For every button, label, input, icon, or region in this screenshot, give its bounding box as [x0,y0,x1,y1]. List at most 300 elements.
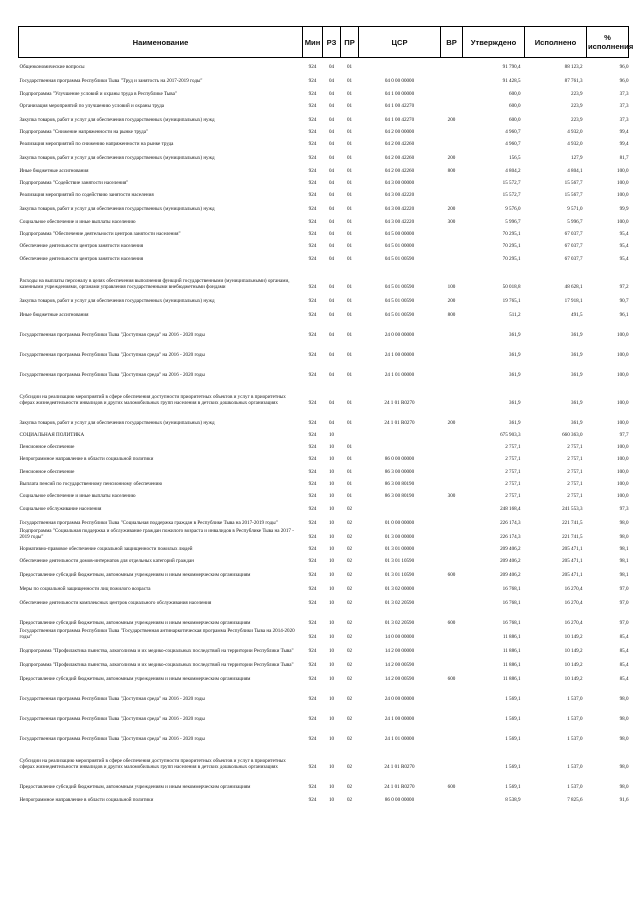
cell-ministry: 924 [308,64,317,71]
cell-executed: 9 571,0 [567,206,583,213]
cell-approved: 1 569,1 [505,716,521,723]
cell-section: 04 [328,64,335,71]
table-row [19,109,629,123]
cell-section: 04 [328,192,335,199]
table-row [19,552,629,564]
cell-subsection: 01 [346,419,353,426]
cell-approved: 15 572,7 [502,180,521,187]
cell-section: 04 [328,419,335,426]
cell-percent: 100,0 [617,351,629,358]
cell-executed: 1 537,0 [567,696,583,703]
cell-name: Социальное обслуживание населения [19,505,102,512]
cell-expense-type [441,97,463,109]
cell-section: 04 [328,155,335,162]
cell-percent: 97,0 [619,620,629,627]
cell-ministry: 924 [308,796,317,803]
cell-subsection: 01 [346,283,353,290]
table-row [19,742,629,770]
table-row [19,702,629,722]
cell-percent: 97,0 [619,600,629,607]
cell-ministry: 924 [308,696,317,703]
cell-executed: 223,9 [571,116,583,123]
cell-ministry: 924 [308,192,317,199]
cell-executed: 361,9 [571,351,583,358]
cell-target-article: 01 3 01 10590 [384,572,415,579]
cell-subsection: 02 [346,716,353,723]
cell-approved: 361,9 [509,399,521,406]
cell-section: 04 [328,243,335,250]
cell-target-article: 14 2 00 00590 [384,662,415,669]
cell-name: Пенсионное обеспечение [19,444,75,451]
cell-expense-type: 200 [447,116,456,123]
cell-expense-type [441,450,463,462]
cell-target-article: 24 0 00 00000 [384,331,415,338]
cell-approved: 8 538,9 [505,796,521,803]
cell-executed: 67 037,7 [564,255,583,262]
cell-ministry: 924 [308,129,317,136]
cell-expense-type [441,249,463,261]
cell-section: 10 [328,662,335,669]
cell-section: 10 [328,493,335,500]
cell-approved: 16 768,1 [502,586,521,593]
cell-name: Государственная программа Республики Тыва "Социальная поддержка граждан в Республике Тыва на 2017-2019 годы" [19,519,278,526]
cell-ministry: 924 [308,533,317,540]
table-row [19,212,629,224]
cell-name: Нормативно-правовое обеспечение социальной защищенности пожилых людей [19,545,193,552]
table-row [19,70,629,84]
table-row [19,249,629,261]
cell-target-article: 04 2 00 42260 [384,167,415,174]
cell-ministry: 924 [308,297,317,304]
cell-name: Государственная программа Республики Тыва "Доступная среда" на 2016 - 2020 годы [19,716,205,723]
cell-percent: 90,7 [619,297,629,304]
cell-executed: 67 037,7 [564,243,583,250]
cell-expense-type [441,790,463,802]
table-row [19,668,629,682]
cell-percent: 97,7 [619,431,629,438]
cell-name: Закупка товаров, работ и услуг для обеспечения государственных (муниципальных) нужд [19,116,215,123]
table-row [19,606,629,626]
cell-target-article [359,426,441,438]
cell-subsection: 01 [346,218,353,225]
cell-subsection: 02 [346,558,353,565]
cell-target-article: 04 0 00 00000 [384,78,415,85]
table-row [19,198,629,212]
cell-approved: 11 886,1 [502,676,521,683]
cell-section: 10 [328,558,335,565]
cell-ministry: 924 [308,155,317,162]
cell-percent: 97,2 [619,283,629,290]
cell-section: 10 [328,648,335,655]
cell-section: 10 [328,444,335,451]
cell-expense-type: 600 [447,572,456,579]
cell-target-article: 01 3 01 00000 [384,545,415,552]
cell-executed: 660 363,0 [562,431,583,438]
cell-executed: 16 270,4 [564,600,583,607]
cell-approved: 4 960,7 [505,129,521,136]
cell-approved: 4 960,7 [505,141,521,148]
cell-target-article: 24 1 00 00000 [384,351,415,358]
cell-target-article: 24 1 01 00000 [384,371,415,378]
cell-ministry: 924 [308,218,317,225]
cell-section: 10 [328,519,335,526]
cell-target-article: 01 0 00 00000 [384,519,415,526]
cell-subsection: 02 [346,519,353,526]
cell-subsection [341,426,359,438]
cell-approved: 209 406,2 [500,558,521,565]
cell-expense-type: 300 [447,218,456,225]
cell-name: Реализация мероприятий по содействию занятости населения [19,192,154,199]
cell-percent: 98,0 [619,696,629,703]
cell-target-article: 86 0 00 00000 [384,456,415,463]
cell-subsection: 01 [346,230,353,237]
cell-ministry: 924 [308,764,317,771]
cell-name: Меры по социальной защищенности лиц пожилого возраста [19,586,151,593]
cell-subsection: 02 [346,784,353,791]
cell-executed: 361,9 [571,399,583,406]
cell-ministry: 924 [308,419,317,426]
cell-percent: 99,9 [619,206,629,213]
cell-target-article: 01 3 02 20590 [384,620,415,627]
cell-expense-type [441,552,463,564]
cell-target-article: 04 5 01 00000 [384,243,415,250]
cell-approved: 600,0 [509,102,521,109]
cell-expense-type: 200 [447,297,456,304]
cell-expense-type [441,237,463,249]
table-row [19,406,629,426]
table-row [19,123,629,135]
cell-subsection: 02 [346,662,353,669]
cell-name: Закупка товаров, работ и услуг для обеспечения государственных (муниципальных) нужд [19,297,215,304]
cell-target-article [359,499,441,511]
cell-percent: 98,0 [619,736,629,743]
cell-target-article: 14 0 00 00000 [384,634,415,641]
cell-expense-type [441,540,463,552]
cell-ministry: 924 [308,676,317,683]
cell-section: 10 [328,796,335,803]
cell-expense-type [441,702,463,722]
table-body [19,58,629,803]
cell-percent: 37,3 [619,116,629,123]
cell-percent: 97,3 [619,505,629,512]
cell-executed: 1 537,0 [567,736,583,743]
cell-target-article: 86 3 00 00000 [384,468,415,475]
cell-subsection: 01 [346,371,353,378]
cell-section: 04 [328,141,335,148]
cell-approved: 91 790,4 [502,64,521,71]
cell-approved: 2 757,1 [505,481,521,488]
cell-section: 04 [328,206,335,213]
cell-subsection: 01 [346,331,353,338]
cell-expense-type [441,722,463,742]
cell-expense-type [441,318,463,338]
cell-target-article [359,438,441,450]
cell-percent: 99,4 [619,129,629,136]
cell-name: Непрограммное направление в области социальной политики [19,796,154,803]
cell-percent: 95,4 [619,230,629,237]
cell-name: Организация мероприятий по улучшению условий и охраны труда [19,102,165,109]
cell-percent: 100,0 [617,180,629,187]
cell-name: Предоставление субсидий бюджетным, автономным учреждениям и иным некоммерческим организациям [19,676,251,683]
cell-expense-type: 600 [447,676,456,683]
cell-approved: 16 768,1 [502,600,521,607]
cell-subsection: 01 [346,64,353,71]
cell-ministry: 924 [308,558,317,565]
cell-executed: 10 149,2 [564,662,583,669]
cell-executed: 223,9 [571,102,583,109]
cell-target-article: 01 3 02 00000 [384,586,415,593]
cell-executed: 127,9 [571,155,583,162]
table-row [19,512,629,526]
cell-ministry: 924 [308,243,317,250]
cell-expense-type: 200 [447,206,456,213]
cell-expense-type [441,225,463,237]
cell-name: Обеспечение деятельности центров занятости населения [19,255,144,262]
cell-approved: 2 757,1 [505,493,521,500]
cell-approved: 5 996,7 [505,218,521,225]
cell-ministry: 924 [308,505,317,512]
cell-target-article: 24 1 01 00000 [384,736,415,743]
cell-name: Подпрограмма "Улучшение условий и охраны труда в Республике Тыва" [19,90,177,97]
cell-subsection: 01 [346,255,353,262]
table-row [19,790,629,802]
cell-approved: 209 406,2 [500,545,521,552]
table-row [19,438,629,450]
cell-target-article: 04 2 00 00000 [384,129,415,136]
cell-name: Подпрограмма "Снижение напряженности на рынке труда" [19,129,149,136]
cell-section: 04 [328,371,335,378]
table-row [19,682,629,702]
cell-percent: 96,1 [619,311,629,318]
cell-target-article: 86 3 00 80190 [384,481,415,488]
cell-percent: 98,0 [619,533,629,540]
table-row [19,722,629,742]
cell-section: 04 [328,297,335,304]
header-percent: % исполнения [587,27,629,58]
cell-subsection: 02 [346,533,353,540]
cell-target-article: 86 0 00 00000 [384,796,415,803]
cell-name: Подпрограмма "Содействие занятости населения" [19,180,129,187]
cell-section: 10 [328,505,335,512]
table-row [19,592,629,606]
cell-subsection: 02 [346,505,353,512]
cell-percent: 100,0 [617,419,629,426]
header-expense-type: ВР [441,27,463,58]
cell-target-article: 01 3 02 20590 [384,600,415,607]
cell-subsection: 01 [346,444,353,451]
cell-expense-type [441,84,463,96]
cell-section: 04 [328,218,335,225]
cell-ministry: 924 [308,481,317,488]
cell-name: Обеспечение деятельности домов-интернатов для отдельных категорий граждан [19,558,194,565]
cell-executed: 1 537,0 [567,764,583,771]
cell-percent: 98,1 [619,572,629,579]
cell-percent: 98,0 [619,519,629,526]
cell-ministry: 924 [308,230,317,237]
cell-target-article: 04 1 00 00000 [384,90,415,97]
cell-target-article: 14 2 00 00000 [384,648,415,655]
cell-section: 10 [328,572,335,579]
cell-approved: 16 768,1 [502,620,521,627]
cell-ministry: 924 [308,431,317,438]
cell-approved: 91 428,5 [502,78,521,85]
cell-percent: 98,0 [619,716,629,723]
cell-target-article: 04 5 01 00590 [384,283,415,290]
cell-target-article: 24 0 00 00000 [384,696,415,703]
cell-target-article: 04 3 00 00000 [384,180,415,187]
cell-section: 10 [328,696,335,703]
cell-subsection: 02 [346,634,353,641]
cell-percent: 98,1 [619,558,629,565]
cell-percent: 96,0 [619,64,629,71]
cell-approved: 11 886,1 [502,648,521,655]
cell-name: Субсидии на реализацию мероприятий в сфере обеспечения доступности приоритетных объектов и услуг в приоритетных сферах жизнедеятельности инвалидов и других маломобильных групп населения в детских дошкольных организациях [19,758,286,771]
cell-section: 10 [328,533,335,540]
table-row [19,225,629,237]
cell-percent: 99,4 [619,141,629,148]
cell-subsection: 02 [346,764,353,771]
cell-ministry: 924 [308,311,317,318]
cell-executed: 10 149,2 [564,676,583,683]
cell-target-article: 04 2 00 42260 [384,155,415,162]
cell-ministry: 924 [308,399,317,406]
cell-executed: 87 761,3 [564,78,583,85]
cell-executed: 205 471,1 [562,558,583,565]
cell-percent: 100,0 [617,468,629,475]
cell-approved: 248 168,4 [500,505,521,512]
cell-subsection: 01 [346,167,353,174]
cell-ministry: 924 [308,784,317,791]
cell-subsection: 02 [346,600,353,607]
cell-name: Обеспечение деятельности комплексных центров социального обслуживания населения [19,600,212,607]
cell-target-article: 04 2 00 42260 [384,141,415,148]
cell-percent: 100,0 [617,371,629,378]
cell-section: 10 [328,456,335,463]
cell-subsection: 01 [346,102,353,109]
cell-ministry: 924 [308,206,317,213]
cell-section: 10 [328,586,335,593]
cell-ministry: 924 [308,634,317,641]
cell-target-article: 04 1 00 42270 [384,102,415,109]
cell-expense-type [441,640,463,654]
cell-expense-type [441,174,463,186]
cell-subsection: 02 [346,648,353,655]
cell-executed: 361,9 [571,331,583,338]
cell-approved: 70 295,1 [502,255,521,262]
table-row [19,626,629,640]
cell-name: Подпрограмма "Профилактика пьянства, алкоголизма и их медико-социальных последствий на территории Республики Тыва" [19,648,294,655]
cell-approved: 70 295,1 [502,230,521,237]
cell-ministry: 924 [308,371,317,378]
cell-name: Предоставление субсидий бюджетным, автономным учреждениям и иным некоммерческим организациям [19,784,251,791]
cell-name: Закупка товаров, работ и услуг для обеспечения государственных (муниципальных) нужд [19,206,215,213]
cell-target-article: 04 5 01 00590 [384,255,415,262]
cell-approved: 1 569,1 [505,764,521,771]
cell-executed: 2 757,1 [567,468,583,475]
table-row [19,58,629,71]
cell-target-article [359,58,441,71]
cell-expense-type: 600 [447,620,456,627]
cell-executed: 1 537,0 [567,784,583,791]
cell-name: Государственная программа Республики Тыва "Доступная среда" на 2016 - 2020 годы [19,331,205,338]
cell-target-article: 04 3 00 42220 [384,192,415,199]
cell-ministry: 924 [308,736,317,743]
cell-executed: 2 757,1 [567,444,583,451]
cell-name: Государственная программа Республики Тыва "Труд и занятость на 2017-2019 годы" [19,78,203,85]
cell-subsection: 02 [346,572,353,579]
cell-executed: 361,9 [571,419,583,426]
table-row [19,487,629,499]
cell-approved: 511,2 [509,311,521,318]
table-row [19,426,629,438]
table-row [19,147,629,161]
cell-executed: 16 270,4 [564,620,583,627]
cell-approved: 11 886,1 [502,662,521,669]
cell-executed: 15 567,7 [564,180,583,187]
cell-section: 10 [328,716,335,723]
cell-target-article: 04 5 00 00000 [384,230,415,237]
cell-expense-type [441,512,463,526]
cell-expense-type [441,70,463,84]
table-row [19,499,629,511]
cell-expense-type [441,135,463,147]
cell-executed: 10 149,2 [564,648,583,655]
cell-percent: 85,4 [619,676,629,683]
cell-target-article: 86 3 00 80190 [384,493,415,500]
cell-percent: 37,3 [619,90,629,97]
cell-name: Реализация мероприятий по снижению напряженности на рынке труда [19,141,174,148]
table-row [19,770,629,790]
header-section: РЗ [323,27,341,58]
cell-executed: 4 932,0 [567,129,583,136]
cell-percent: 91,6 [619,796,629,803]
cell-name: Расходы на выплаты персоналу в целях обеспечения выполнения функций государственными (муниципальными) органами, казенными учреждениями, органами управления государственными внебюджетными фондами [19,277,290,290]
cell-executed: 223,9 [571,90,583,97]
cell-section: 04 [328,331,335,338]
cell-approved: 70 295,1 [502,243,521,250]
cell-subsection: 01 [346,311,353,318]
cell-percent: 85,4 [619,662,629,669]
cell-percent: 81,7 [619,155,629,162]
cell-subsection: 01 [346,90,353,97]
cell-name: Подпрограмма "Обеспечение деятельности центров занятости населения" [19,230,181,237]
cell-subsection: 01 [346,141,353,148]
cell-approved: 675 903,3 [500,431,521,438]
cell-expense-type: 300 [447,493,456,500]
cell-section: 04 [328,102,335,109]
table-row [19,564,629,578]
cell-target-article: 04 3 00 42220 [384,218,415,225]
cell-percent: 85,4 [619,648,629,655]
cell-executed: 491,5 [571,311,583,318]
cell-section: 10 [328,481,335,488]
budget-report-page [18,26,634,803]
cell-subsection: 01 [346,243,353,250]
cell-section: 04 [328,180,335,187]
cell-name: СОЦИАЛЬНАЯ ПОЛИТИКА [19,431,85,438]
cell-executed: 4 932,0 [567,141,583,148]
cell-subsection: 02 [346,545,353,552]
table-row [19,450,629,462]
cell-expense-type [441,338,463,358]
table-row [19,262,629,290]
table-row [19,540,629,552]
cell-approved: 11 886,1 [502,634,521,641]
cell-section: 04 [328,78,335,85]
cell-target-article: 24 1 01 R0270 [384,764,415,771]
cell-executed: 205 471,1 [562,572,583,579]
cell-subsection: 01 [346,180,353,187]
